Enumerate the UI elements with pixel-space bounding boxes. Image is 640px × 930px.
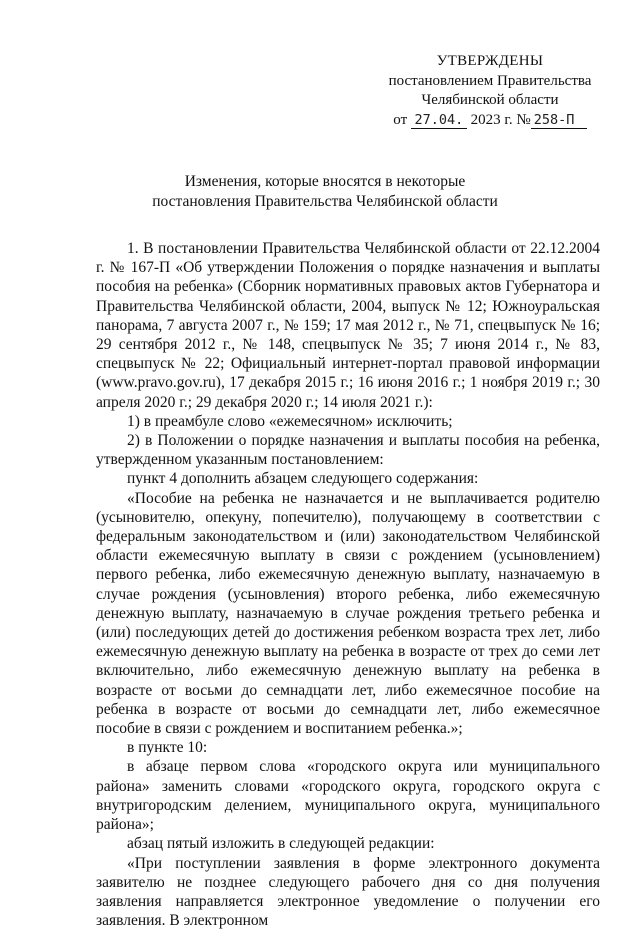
- paragraph-quote-1: «Пособие на ребенка не назначается и не выплачивается родителю (усыновителю, опекуну, попечителю), получающему в соответствии с федеральным законодательством и (или) законодательством Челябинской области ежемесячную выплату в связи с рождением (усыновлением) первого ребенка, либо ежемесячную денежную выплату, назначаемую в случае рождения (усыновления) второго ребенка, либо ежемесячную денежную выплату, назначаемую в случае рождения третьего ребенка и (или) последующих детей до достижения ребенком возраста трех лет, либо ежемесячную денежную выплату на ребенка в возрасте от трех до семи лет включительно, либо ежемесячную денежную выплату на ребенка в возрасте от восьми до семнадцати лет, либо ежемесячное пособие на ребенка в возрасте от восьми до семнадцати лет, либо ежемесячное пособие в связи с рождением и воспитанием ребенка.»;: [96, 489, 600, 739]
- paragraph-regulation: 2) в Положении о порядке назначения и выплаты пособия на ребенка, утвержденном указанным постановлением:: [96, 431, 600, 469]
- approval-heading: УТВЕРЖДЕНЫ: [380, 52, 600, 72]
- approval-year: 2023 г. №: [471, 112, 531, 128]
- title-line-1: Изменения, которые вносятся в некоторые: [150, 172, 500, 192]
- approval-number-handwritten: 258-П: [531, 112, 587, 129]
- title-line-2: постановления Правительства Челябинской области: [150, 192, 500, 212]
- approval-date-line: [380, 111, 600, 131]
- document-body: [96, 239, 600, 930]
- approval-prefix: от: [393, 112, 407, 128]
- paragraph-first-abzac: в абзаце первом слова «городского округа или муниципального района» заменить словами «городского округа, городского округа с внутригородским делением, муниципального округа, муниципального района»;: [96, 757, 600, 834]
- paragraph-point-10: в пункте 10:: [96, 738, 600, 757]
- document-title: [150, 172, 500, 212]
- paragraph-point-4: пункт 4 дополнить абзацем следующего содержания:: [96, 469, 600, 488]
- approval-stamp: [380, 52, 600, 130]
- paragraph-quote-2: «При поступлении заявления в форме электронного документа заявителю не позднее следующего рабочего дня со дня получения заявления направляется электронное уведомление о получении его заявления. В электронном: [96, 854, 600, 930]
- approval-region: Челябинской области: [380, 91, 600, 111]
- paragraph-item-1: 1. В постановлении Правительства Челябинской области от 22.12.2004 г. № 167-П «Об утверждении Положения о порядке назначения и выплаты пособия на ребенка» (Сборник нормативных правовых актов Губернатора и Правительства Челябинской области, 2004, выпуск № 12; Южноуральская панорама, 7 августа 2007 г., № 159; 17 мая 2012 г., № 71, спецвыпуск № 16; 29 сентября 2012 г., № 148, спецвыпуск № 35; 7 июня 2014 г., № 83, спецвыпуск № 22; Официальный интернет-портал правовой информации (www.pravo.gov.ru), 17 декабря 2015 г.; 16 июня 2016 г.; 1 ноября 2019 г.; 30 апреля 2020 г.; 29 декабря 2020 г.; 14 июля 2021 г.):: [96, 239, 600, 412]
- approval-issuer: постановлением Правительства: [380, 72, 600, 92]
- paragraph-preamble: 1) в преамбуле слово «ежемесячном» исключить;: [96, 412, 600, 431]
- paragraph-fifth-abzac: абзац пятый изложить в следующей редакции:: [96, 834, 600, 853]
- approval-date-handwritten: 27.04.: [411, 112, 467, 129]
